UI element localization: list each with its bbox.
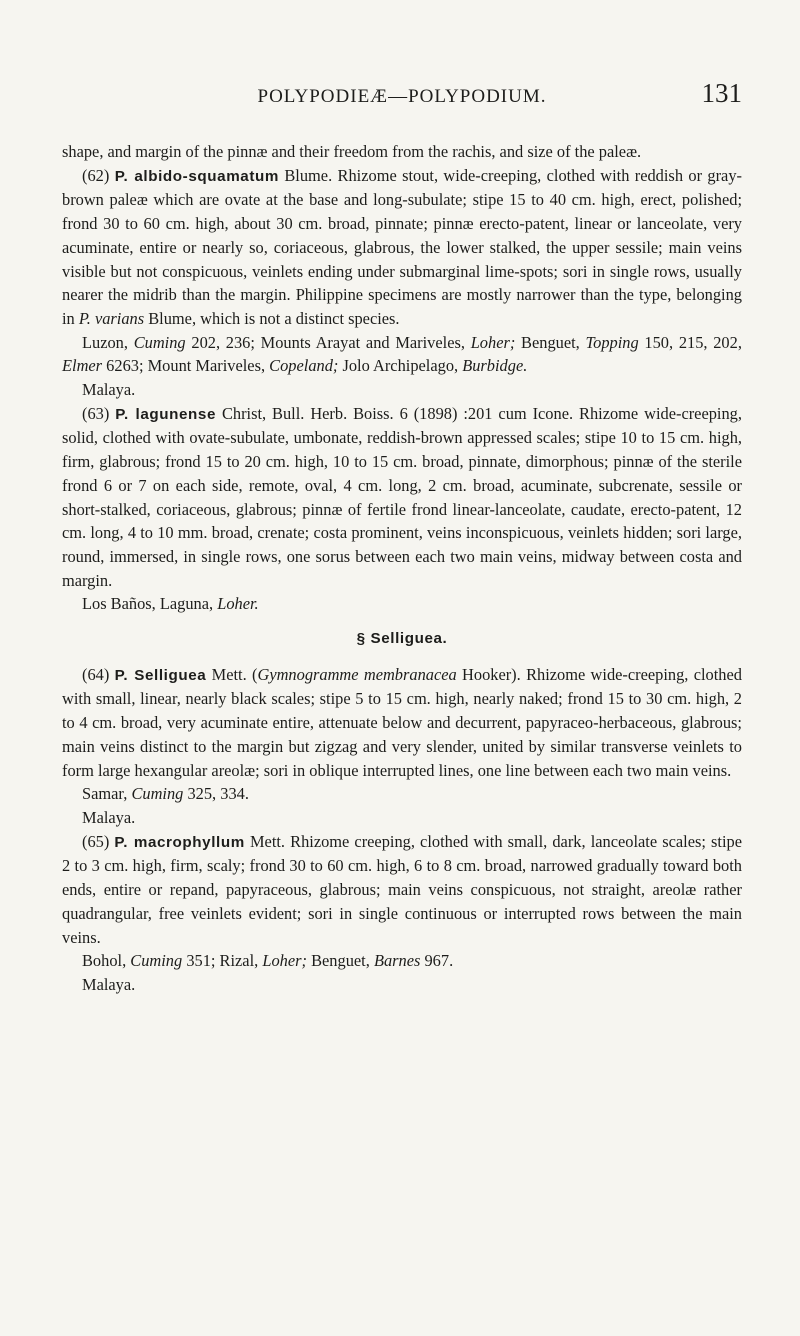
collector: Cuming [133,332,186,352]
body-text [62,140,742,997]
species-63-description [62,402,742,593]
species-62-localities [62,331,742,378]
species-62-description [62,164,742,331]
species-63-name: P. lagunense [115,405,217,423]
section-title: § Selliguea. [356,630,448,648]
collector: Topping [585,332,639,352]
locality: Benguet, [311,951,370,971]
species-63-number: (63) [82,403,110,423]
locality: 325, 334. [187,784,249,804]
species-63-localities [62,592,742,616]
species-65-localities [62,949,742,973]
species-62-range: Malaya. [82,380,136,400]
locality: 202, 236; Mounts Arayat and Mariveles, [191,332,465,352]
species-65-name: P. macrophyllum [114,833,245,851]
locality: 967. [424,951,454,971]
collector: Loher; [262,951,307,971]
collector: Barnes [373,951,421,971]
locality: Samar, [82,784,128,804]
collector: Elmer [62,356,103,376]
species-64-range: Malaya. [82,807,136,827]
locality: Luzon, [82,332,128,352]
species-65-range: Malaya. [82,974,136,994]
species-64-description [62,663,742,783]
locality: Bohol, [82,951,127,971]
section-heading [62,626,742,651]
intro-text: shape, and margin of the pinnæ and their freedom from the rachis, and size of the paleæ. [62,142,642,161]
species-65-author: Mett. [249,831,286,851]
species-62-variant-text: Blume, which is not a distinct species. [148,308,400,328]
species-62-variant-name: P. varians [78,308,145,328]
species-65-description [62,830,742,950]
running-head: POLYPODIEÆ—POLYPODIUM. [257,86,547,107]
locality: Benguet, [521,332,580,352]
collector: Cuming [131,784,184,804]
collector: Copeland; [269,356,339,376]
species-63-text: Rhizome wide-creeping, solid, clothed with ovate-subulate, umbonate, reddish-brown appressed scales; stipe 10 to 15 cm. high, firm, glabrous; frond 15 to 20 cm. high, 10 to 15 cm. broad, pinnate, dimorphous; pinnæ of the sterile frond 6 or 7 on each side, remote, oval, 4 cm. long, 2 cm. broad, acuminate, subcrenate, sessile or short-stalked, coriaceous, glabrous; pinnæ of fertile frond linear-lanceolate, caudate, erecto-patent, 12 cm. long, 4 to 10 mm. broad, crenate; costa prominent, veins inconspicuous, veinlets hidden; sori large, round, immersed, in single rows, one sorus between each two main veins, midway between costa and margin. [62,403,742,590]
species-62-author: Blume. [284,165,333,185]
species-64-text: Rhizome wide-creeping, clothed with small, linear, nearly black scales; stipe 5 to 15 cm. high, nearly naked; frond 15 to 30 cm. high, 2 to 4 cm. broad, very acuminate entire, attenuate below and decurrent, papyraceo-herbaceous, glabrous; main veins distinct to the margin but zigzag and very slender, united by similar transverse veinlets to form large hexangular areolæ; sori in oblique interrupted lines, one line between each two main veins. [62,664,742,780]
species-64-author-tail: Hooker). [462,664,521,684]
species-64-name: P. Selliguea [114,666,207,684]
species-65-number: (65) [82,831,110,851]
locality: Los Baños, Laguna, [82,594,214,614]
species-62-name: P. albido-squamatum [114,167,279,185]
locality: Jolo Archipelago, [342,356,459,376]
page-number: 131 [701,78,742,108]
species-64-localities [62,782,742,806]
collector: Cuming [130,951,183,971]
collector: Loher; [470,332,516,352]
species-65-text: Rhizome creeping, clothed with small, dark, lanceolate scales; stipe 2 to 3 cm. high, firm, scaly; frond 30 to 60 cm. high, 6 to 8 cm. broad, narrowed gradually toward both ends, entire or repand, papyraceous, glabrous; main veins conspicuous, not straight, areolæ rather quadrangular, free veinlets evident; sori in single continuous or interrupted rows between the main veins. [62,831,742,947]
page-header [62,78,742,118]
species-63-author: Christ, Bull. Herb. Boiss. 6 (1898) :201 cum Icone. [221,403,574,423]
species-64-number: (64) [82,664,110,684]
species-64-synonym: Gymnogramme membranacea [257,664,457,684]
intro-paragraph [62,140,742,164]
locality: 6263; Mount Mariveles, [106,356,266,376]
species-62-number: (62) [82,165,110,185]
species-64-author: Mett. ( [211,664,258,684]
locality: 150, 215, 202, [644,332,742,352]
locality: 351; Rizal, [186,951,259,971]
species-62-text: Rhizome stout, wide-creeping, clothed with reddish or gray-brown paleæ which are ovate at the base and long-subulate; stipe 15 to 40 cm. high, erect, polished; frond 30 to 60 cm. high, about 30 cm. broad, pinnate; pinnæ erecto-patent, linear or lanceolate, very acuminate, entire or nearly so, coriaceous, glabrous, the lower stalked, the upper sessile; main veins visible but not conspicuous, veinlets ending under submarginal lime-spots; sori in single rows, usually nearer the midrib than the margin. Philippine specimens are mostly narrower than the type, belonging in [62,165,742,328]
collector: Burbidge. [462,356,528,376]
collector: Loher. [217,594,259,614]
